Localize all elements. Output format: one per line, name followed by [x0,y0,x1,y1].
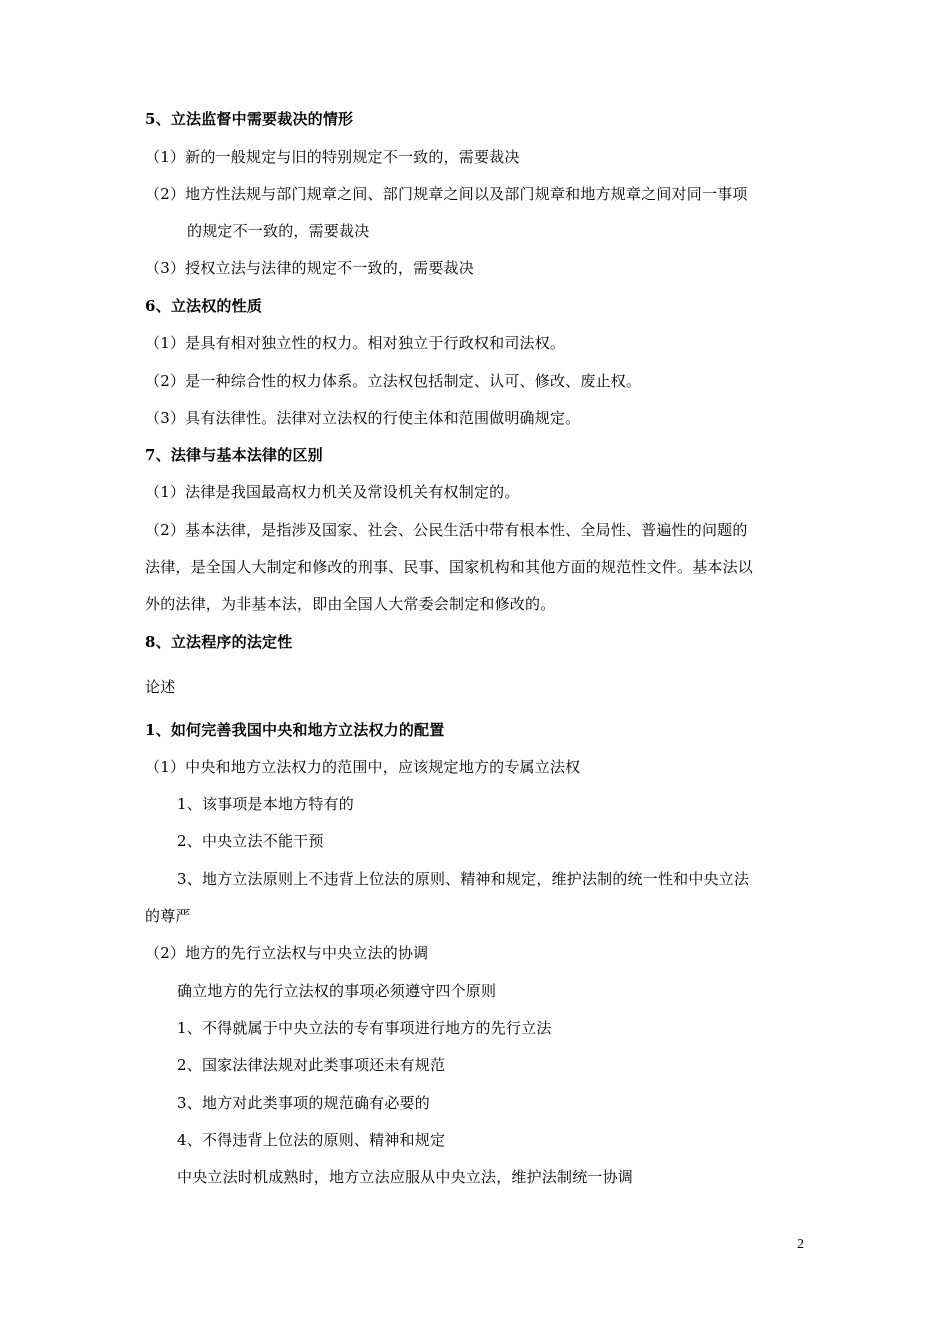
paragraph-line: （2）是一种综合性的权力体系。立法权包括制定、认可、修改、废止权。 [145,372,642,390]
paragraph-line: 中央立法时机成熟时，地方立法应服从中央立法，维护法制统一协调 [177,1168,634,1186]
section-title: 论述 [145,678,176,696]
heading-essay-1: 1、如何完善我国中央和地方立法权力的配置 [145,721,445,739]
paragraph-line: （1）新的一般规定与旧的特别规定不一致的，需要裁决 [145,148,520,166]
paragraph-line: （2）基本法律，是指涉及国家、社会、公民生活中带有根本性、全局性、普遍性的问题的 [145,521,748,539]
paragraph-line: （2）地方性法规与部门规章之间、部门规章之间以及部门规章和地方规章之间对同一事项 [145,185,748,203]
paragraph-line: （2）地方的先行立法权与中央立法的协调 [145,944,429,962]
list-item: 1、不得就属于中央立法的专有事项进行地方的先行立法 [177,1019,552,1037]
paragraph-line: （1）是具有相对独立性的权力。相对独立于行政权和司法权。 [145,334,566,352]
paragraph-line: 的规定不一致的，需要裁决 [187,222,370,240]
list-item: 2、中央立法不能干预 [177,832,324,850]
paragraph-line: 的尊严 [145,907,191,925]
heading-5: 5、立法监督中需要裁决的情形 [145,110,354,128]
heading-7: 7、法律与基本法律的区别 [145,446,323,464]
paragraph-line: （1）法律是我国最高权力机关及常设机关有权制定的。 [145,483,520,501]
list-item: 3、地方对此类事项的规范确有必要的 [177,1094,430,1112]
list-item: 3、地方立法原则上不违背上位法的原则、精神和规定，维护法制的统一性和中央立法 [177,870,750,888]
page-number: 2 [797,1237,804,1252]
paragraph-line: 确立地方的先行立法权的事项必须遵守四个原则 [177,982,497,1000]
paragraph-line: 外的法律，为非基本法，即由全国人大常委会制定和修改的。 [145,595,556,613]
list-item: 1、该事项是本地方特有的 [177,795,354,813]
paragraph-line: （3）授权立法与法律的规定不一致的，需要裁决 [145,259,474,277]
paragraph-line: （1）中央和地方立法权力的范围中，应该规定地方的专属立法权 [145,758,581,776]
heading-8: 8、立法程序的法定性 [145,633,293,651]
heading-6: 6、立法权的性质 [145,297,263,315]
list-item: 4、不得违背上位法的原则、精神和规定 [177,1131,446,1149]
paragraph-line: （3）具有法律性。法律对立法权的行使主体和范围做明确规定。 [145,409,581,427]
list-item: 2、国家法律法规对此类事项还未有规范 [177,1056,446,1074]
paragraph-line: 法律，是全国人大制定和修改的刑事、民事、国家机构和其他方面的规范性文件。基本法以 [145,558,754,576]
